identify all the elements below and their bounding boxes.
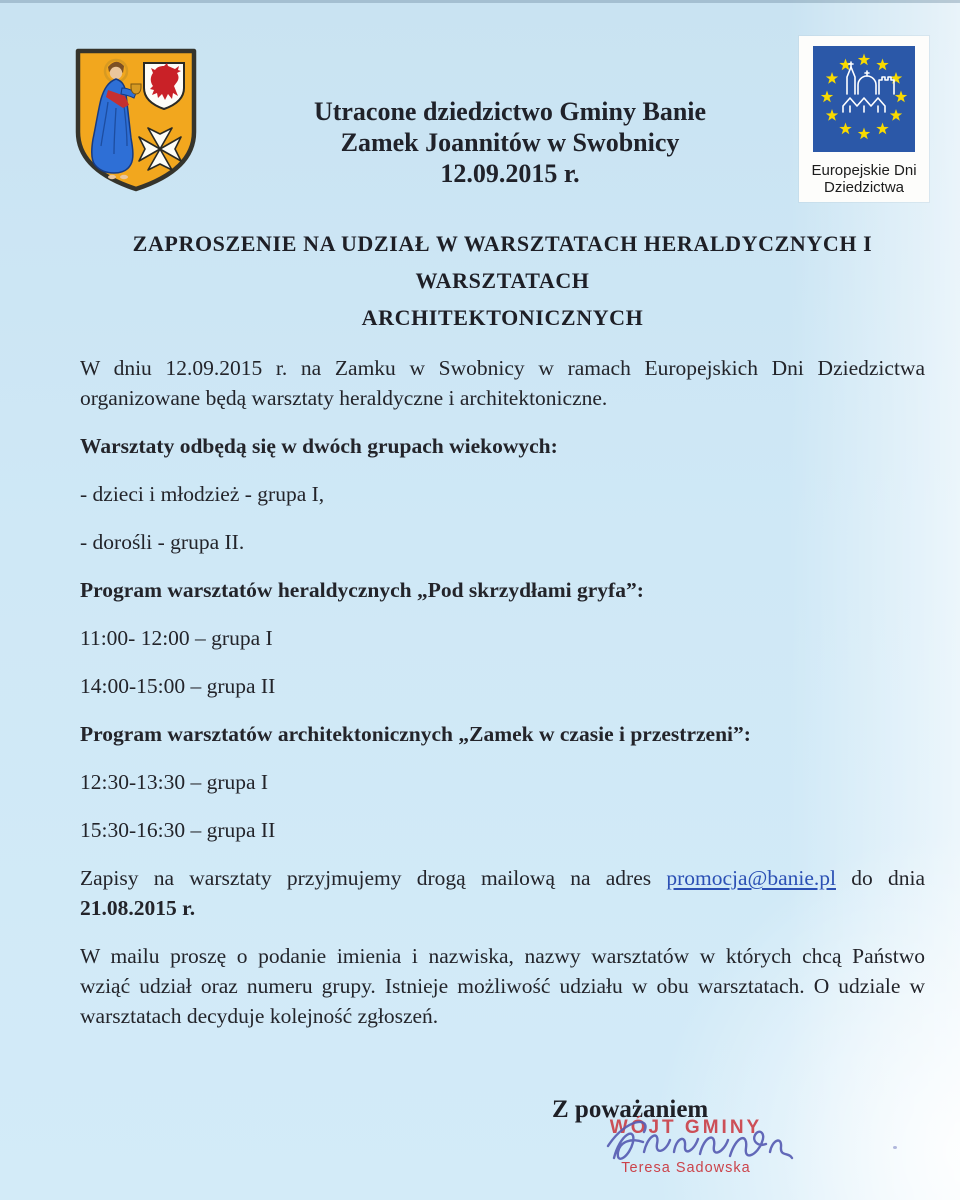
signup-text-before-link: Zapisy na warsztaty przyjmujemy drogą mailową na adres [80,866,667,890]
title-line-2: Zamek Joannitów w Swobnicy [340,128,680,157]
stamp-name-text: Teresa Sadowska [621,1160,751,1176]
title-line-1: Utracone dziedzictwo Gminy Banie [313,97,707,126]
signature-and-stamp [598,1100,798,1182]
scan-speck [893,1146,897,1149]
heading-line-2: ARCHITEKTONICZNYCH [361,305,644,330]
eu-caption-line-1: Europejskie Dni [811,162,917,179]
signup-deadline: 21.08.2015 r. [80,896,196,920]
groups-heading: Warsztaty odbędą się w dwóch grupach wiekowych: [80,434,558,458]
architecture-program-heading: Program warsztatów architektonicznych „Zamek w czasie i przestrzeni”: [80,722,751,746]
mail-info-line-2: wziąć udział oraz numeru grupy. Istnieje możliwość udziału w obu warsztatach. O udziale w [80,974,925,998]
heraldic-time-2: 14:00-15:00 – grupa II [80,674,276,698]
stamp-title-text: WÓJT GMINY [609,1117,763,1138]
signup-text-after-link: do dnia [836,866,925,890]
mail-info-line-3: warsztatach decyduje kolejność zgłoszeń. [80,1004,439,1028]
group-1-line: - dzieci i młodzież - grupa I, [80,482,325,506]
intro-line-1: W dniu 12.09.2015 r. na Zamku w Swobnicy w ramach Europejskich Dni Dziedzictwa [80,356,925,380]
invitation-heading [80,225,925,336]
email-link[interactable]: promocja@banie.pl [666,866,836,890]
group-2-line: - dorośli - grupa II. [80,530,245,554]
title-line-3: 12.09.2015 r. [440,159,580,188]
intro-line-2: organizowane będą warsztaty heraldyczne i architektoniczne. [80,386,608,410]
heraldic-time-1: 11:00- 12:00 – grupa I [80,626,273,650]
closing-salutation: Z poważaniem [552,1096,709,1123]
architecture-time-2: 15:30-16:30 – grupa II [80,818,276,842]
mail-info-paragraph [80,941,925,1031]
eu-caption-line-2: Dziedzictwa [823,179,905,196]
architecture-time-1: 12:30-13:30 – grupa I [80,770,269,794]
intro-paragraph [80,353,925,413]
heraldic-program-heading: Program warsztatów heraldycznych „Pod skrzydłami gryfa”: [80,578,644,602]
signup-paragraph [80,863,925,923]
heading-line-1: ZAPROSZENIE NA UDZIAŁ W WARSZTATACH HERALDYCZNYCH I WARSZTATACH [132,231,873,293]
mail-info-line-1: W mailu proszę o podanie imienia i nazwiska, nazwy warsztatów w których chcą Państwo [80,944,925,968]
signup-line-1 [80,863,925,893]
